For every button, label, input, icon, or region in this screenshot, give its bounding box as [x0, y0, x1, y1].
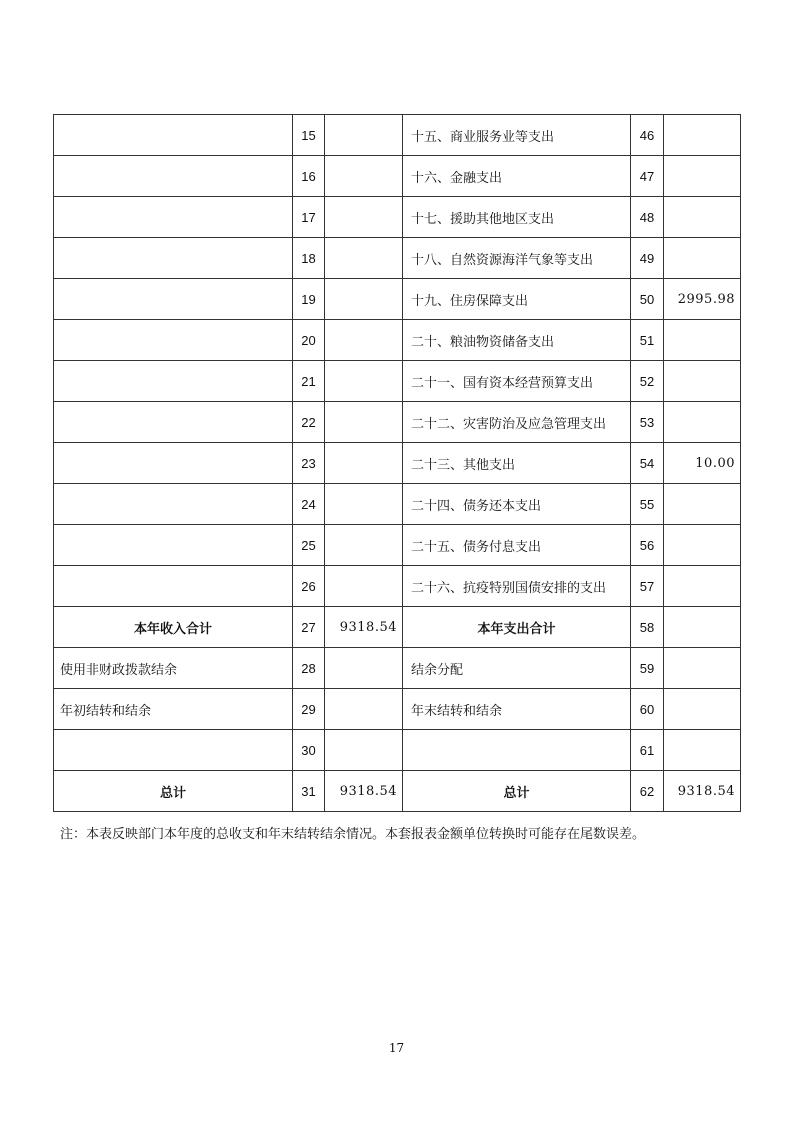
right-amount-cell: [664, 525, 741, 566]
right-row-number-cell: 59: [631, 648, 664, 689]
left-amount-cell: [325, 402, 403, 443]
left-amount-cell: 9318.54: [325, 607, 403, 648]
table-row: [54, 197, 741, 238]
left-row-number-cell: 25: [293, 525, 325, 566]
right-amount-cell: 10.00: [664, 443, 741, 484]
right-amount-cell: [664, 320, 741, 361]
left-amount-cell: [325, 115, 403, 156]
table-row: [54, 730, 741, 771]
left-amount-cell: 9318.54: [325, 771, 403, 812]
left-amount-cell: [325, 730, 403, 771]
right-label-cell: 二十六、抗疫特别国债安排的支出: [403, 566, 631, 607]
table-note: 注：本表反映部门本年度的总收支和年末结转结余情况。本套报表金额单位转换时可能存在尾数误差。: [60, 827, 646, 842]
left-row-number-cell: 28: [293, 648, 325, 689]
left-row-number-cell: 16: [293, 156, 325, 197]
left-row-number-cell: 23: [293, 443, 325, 484]
left-label-cell: [54, 197, 293, 238]
left-row-number-cell: 27: [293, 607, 325, 648]
right-label-cell: 结余分配: [403, 648, 631, 689]
right-label-cell: 年末结转和结余: [403, 689, 631, 730]
table-row: [54, 607, 741, 648]
left-label-cell: [54, 566, 293, 607]
right-row-number-cell: 56: [631, 525, 664, 566]
table-row: [54, 771, 741, 812]
table-row: [54, 115, 741, 156]
right-row-number-cell: 62: [631, 771, 664, 812]
left-row-number-cell: 18: [293, 238, 325, 279]
right-amount-cell: [664, 402, 741, 443]
right-row-number-cell: 51: [631, 320, 664, 361]
right-row-number-cell: 47: [631, 156, 664, 197]
right-row-number-cell: 48: [631, 197, 664, 238]
left-amount-cell: [325, 320, 403, 361]
left-row-number-cell: 17: [293, 197, 325, 238]
left-label-cell: 使用非财政拨款结余: [54, 648, 293, 689]
left-amount-cell: [325, 238, 403, 279]
right-amount-cell: 9318.54: [664, 771, 741, 812]
left-row-number-cell: 20: [293, 320, 325, 361]
table-row: [54, 156, 741, 197]
right-row-number-cell: 60: [631, 689, 664, 730]
left-amount-cell: [325, 443, 403, 484]
budget-summary-table: [53, 114, 741, 812]
left-row-number-cell: 15: [293, 115, 325, 156]
right-amount-cell: [664, 484, 741, 525]
left-label-cell: [54, 115, 293, 156]
right-row-number-cell: 46: [631, 115, 664, 156]
table-row: [54, 484, 741, 525]
right-label-cell: 总计: [403, 771, 631, 812]
left-row-number-cell: 31: [293, 771, 325, 812]
right-row-number-cell: 55: [631, 484, 664, 525]
right-label-cell: 十六、金融支出: [403, 156, 631, 197]
left-label-cell: 年初结转和结余: [54, 689, 293, 730]
left-amount-cell: [325, 648, 403, 689]
table-row: [54, 361, 741, 402]
right-amount-cell: [664, 115, 741, 156]
right-label-cell: 本年支出合计: [403, 607, 631, 648]
left-label-cell: [54, 156, 293, 197]
right-amount-cell: [664, 607, 741, 648]
table-row: [54, 566, 741, 607]
right-row-number-cell: 54: [631, 443, 664, 484]
right-row-number-cell: 49: [631, 238, 664, 279]
right-amount-cell: 2995.98: [664, 279, 741, 320]
table-body: [54, 115, 741, 812]
right-label-cell: 二十五、债务付息支出: [403, 525, 631, 566]
right-row-number-cell: 52: [631, 361, 664, 402]
left-label-cell: [54, 279, 293, 320]
left-row-number-cell: 24: [293, 484, 325, 525]
right-amount-cell: [664, 566, 741, 607]
left-row-number-cell: 29: [293, 689, 325, 730]
left-label-cell: [54, 402, 293, 443]
left-row-number-cell: 21: [293, 361, 325, 402]
table-row: [54, 525, 741, 566]
right-label-cell: 十八、自然资源海洋气象等支出: [403, 238, 631, 279]
right-amount-cell: [664, 648, 741, 689]
right-row-number-cell: 53: [631, 402, 664, 443]
left-label-cell: [54, 238, 293, 279]
right-label-cell: 十九、住房保障支出: [403, 279, 631, 320]
right-label-cell: 十五、商业服务业等支出: [403, 115, 631, 156]
left-amount-cell: [325, 361, 403, 402]
left-row-number-cell: 26: [293, 566, 325, 607]
right-amount-cell: [664, 156, 741, 197]
table-row: [54, 648, 741, 689]
right-amount-cell: [664, 361, 741, 402]
left-amount-cell: [325, 484, 403, 525]
right-label-cell: 二十三、其他支出: [403, 443, 631, 484]
left-label-cell: 总计: [54, 771, 293, 812]
left-label-cell: [54, 484, 293, 525]
left-amount-cell: [325, 525, 403, 566]
left-amount-cell: [325, 197, 403, 238]
table-row: [54, 443, 741, 484]
right-label-cell: [403, 730, 631, 771]
left-label-cell: [54, 525, 293, 566]
left-row-number-cell: 30: [293, 730, 325, 771]
right-amount-cell: [664, 730, 741, 771]
right-label-cell: 二十一、国有资本经营预算支出: [403, 361, 631, 402]
left-amount-cell: [325, 689, 403, 730]
table-row: [54, 238, 741, 279]
left-label-cell: 本年收入合计: [54, 607, 293, 648]
right-label-cell: 二十、粮油物资储备支出: [403, 320, 631, 361]
right-amount-cell: [664, 238, 741, 279]
table-row: [54, 279, 741, 320]
left-amount-cell: [325, 156, 403, 197]
right-label-cell: 二十二、灾害防治及应急管理支出: [403, 402, 631, 443]
right-label-cell: 二十四、债务还本支出: [403, 484, 631, 525]
right-amount-cell: [664, 689, 741, 730]
page-number: 17: [388, 1041, 405, 1055]
left-label-cell: [54, 730, 293, 771]
left-amount-cell: [325, 279, 403, 320]
right-row-number-cell: 61: [631, 730, 664, 771]
right-amount-cell: [664, 197, 741, 238]
left-label-cell: [54, 443, 293, 484]
left-row-number-cell: 22: [293, 402, 325, 443]
right-label-cell: 十七、援助其他地区支出: [403, 197, 631, 238]
right-row-number-cell: 50: [631, 279, 664, 320]
table-row: [54, 689, 741, 730]
left-label-cell: [54, 361, 293, 402]
left-amount-cell: [325, 566, 403, 607]
right-row-number-cell: 58: [631, 607, 664, 648]
table-row: [54, 320, 741, 361]
left-row-number-cell: 19: [293, 279, 325, 320]
left-label-cell: [54, 320, 293, 361]
right-row-number-cell: 57: [631, 566, 664, 607]
table-row: [54, 402, 741, 443]
